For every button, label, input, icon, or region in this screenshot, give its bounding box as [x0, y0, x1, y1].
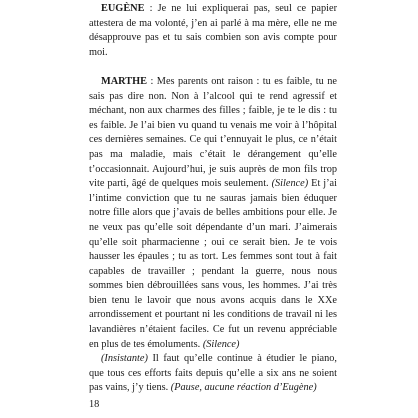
- stage-direction-silence-1: (Silence): [271, 178, 309, 190]
- speaker-name-marthe: MARTHE: [101, 75, 147, 87]
- dialogue-text-marthe-part-1: : Mes parents ont raison : tu es faible, tu ne sais pas dire non. Non à l’alcool qui te rend agressif et méchant, non aux charmes des filles ; faible, je te le dis : tu es faible. Je l’ai bien vu quand tu venais me voir à l’hôpital ces dernières semaines. Ce qui t’ennuyait le plus, ce n’était pas ma maladie, mais c’était le dérangement qu’elle t’occasionnait. Aujourd’hui, je suis auprès de mon fils trop vite parti, âgé de quelques mois seulement.: [89, 75, 337, 190]
- dialogue-text-marthe-part-3: Il faut qu’elle continue à étudier le piano, que tous ces efforts faits depuis qu’elle a six ans ne soient pas vains, j’y tiens.: [89, 353, 337, 394]
- dialogue-marthe-continued: [89, 352, 337, 396]
- dialogue-marthe: [89, 75, 337, 352]
- page-number: 18: [89, 399, 100, 410]
- dialogue-text-eugene: : Je ne lui expliquerai pas, seul ce papier attestera de ma volonté, j’en ai parlé à ma mère, elle ne me désapprouve pas et tu sais combien son avis compte pour moi.: [89, 3, 337, 58]
- stage-direction-silence-2: (Silence): [202, 338, 240, 350]
- dialogue-text-marthe-part-2: Et j’ai l’intime conviction que tu ne sauras jamais bien éduquer notre fille alors que j’avais de belles ambitions pour elle. Je ne veux pas qu’elle soit dépendante d’un mari. J’aimerais qu’elle soit pharmacienne ; oui ce serait bien. Je te vois hausser les épaules ; tu as tort. Les femmes sont tout à fait capables de travailler ; pendant la guerre, nous nous sommes bien débrouillées sans vous, les hommes. J’ai très bien tenu le lavoir que nous avons acquis dans le XXe arrondissement et pourtant ni les conditions de travail ni les lavandières n’étaient faciles. Ce fut un revenu appréciable en plus de tes émoluments.: [89, 178, 337, 350]
- dialogue-eugene: [89, 2, 337, 60]
- speaker-name-eugene: EUGÈNE: [101, 3, 145, 14]
- stage-direction-insistante: (Insistante): [101, 353, 148, 365]
- stage-direction-pause: (Pause, aucune réaction d’Eugène): [170, 382, 317, 394]
- document-page: [89, 2, 337, 396]
